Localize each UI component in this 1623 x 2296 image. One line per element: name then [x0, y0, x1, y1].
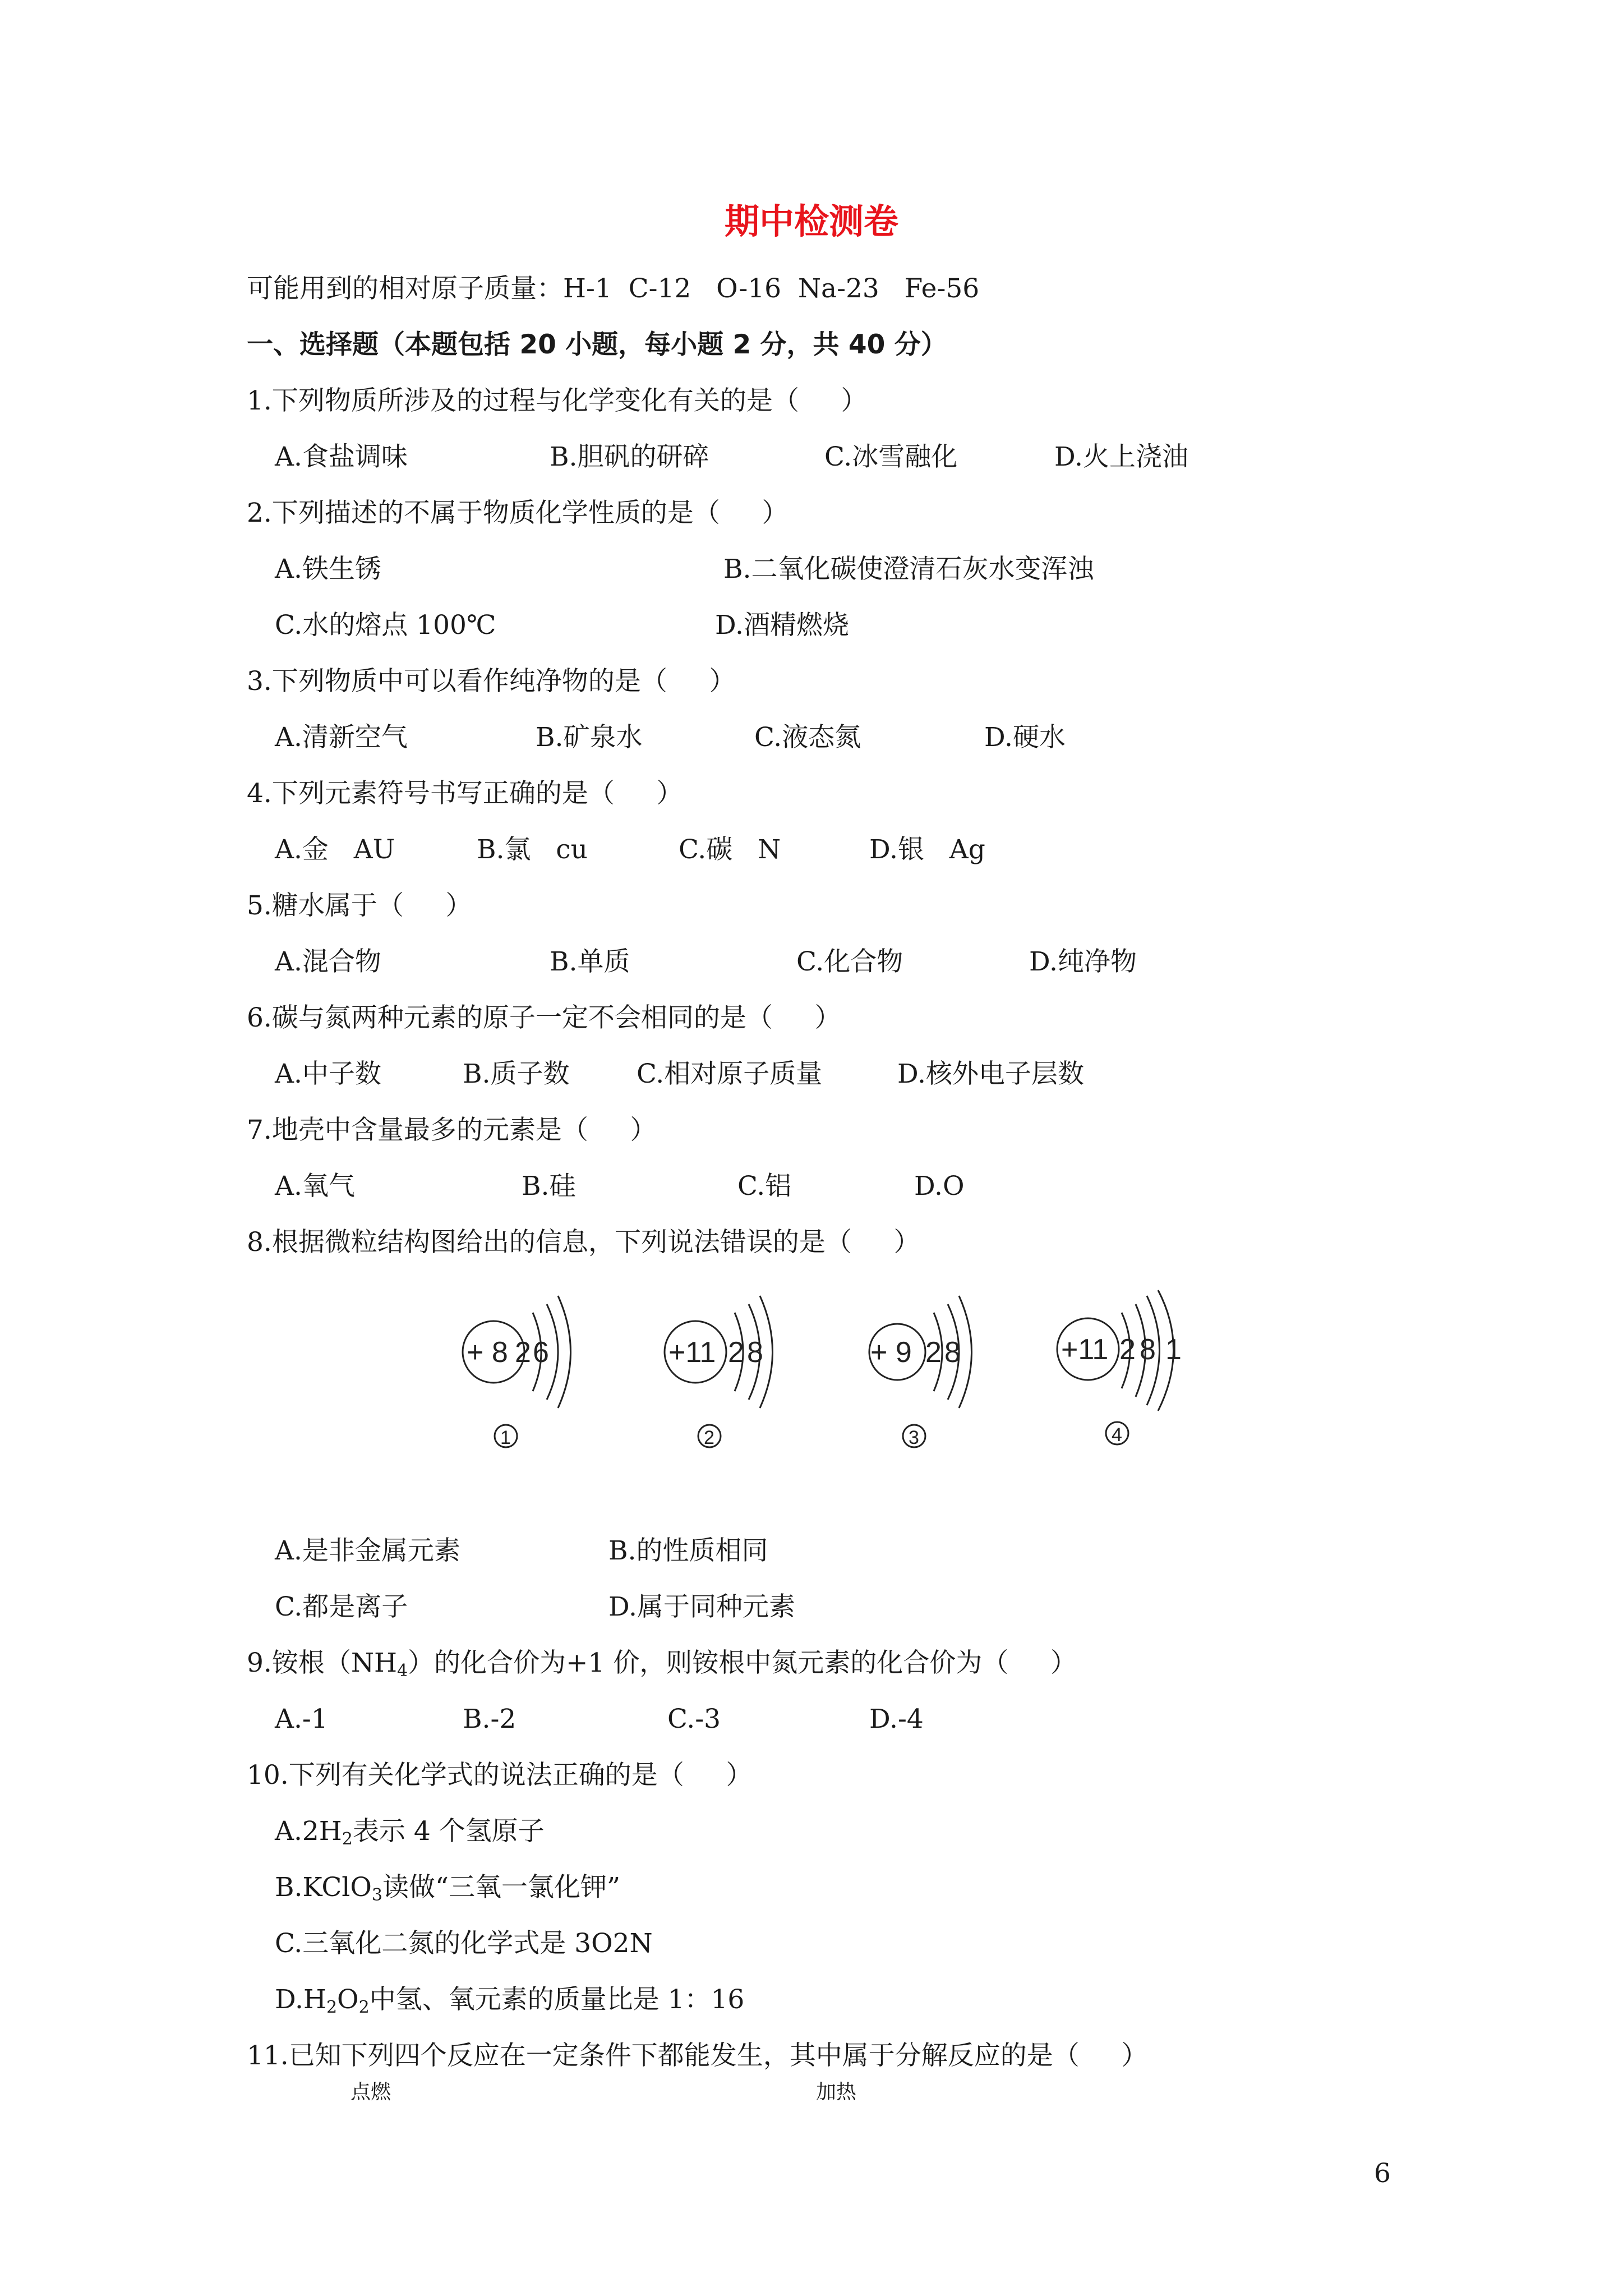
- question-10-stem: 10.下列有关化学式的说法正确的是（ ）: [247, 1760, 753, 1791]
- q8-option-d: D.属于同种元素: [608, 1591, 795, 1622]
- q1-option-a: A.食盐调味: [275, 441, 408, 472]
- question-4-stem: 4.下列元素符号书写正确的是（ ）: [247, 778, 683, 809]
- q1-option-d: D.火上浇油: [1054, 441, 1188, 472]
- question-7-stem: 7.地壳中含量最多的元素是（ ）: [247, 1115, 657, 1145]
- electron-shell-arc: [558, 1296, 571, 1408]
- reaction-condition-ignite: 点燃: [351, 2081, 391, 2104]
- q3-option-c: C.液态氮: [754, 722, 861, 753]
- q1-option-b: B.胆矾的研碎: [550, 441, 709, 472]
- atom-label: 4: [1112, 1424, 1122, 1446]
- nucleus-charge: +11: [668, 1336, 716, 1369]
- shell-electrons: 2: [515, 1336, 531, 1369]
- shell-electrons: 2: [1119, 1333, 1136, 1366]
- q7-option-d: D.O: [914, 1171, 965, 1202]
- atom-label: 1: [500, 1427, 511, 1448]
- q9-option-a: A.-1: [275, 1704, 328, 1734]
- q10-option-a: $A.2H_2$表示 4 个氢原子: [275, 1816, 545, 1849]
- q8-option-c: C.都是离子: [275, 1591, 408, 1622]
- question-3-stem: 3.下列物质中可以看作纯净物的是（ ）: [247, 666, 736, 697]
- question-11-stem: 11.已知下列四个反应在一定条件下都能发生，其中属于分解反应的是（ ）: [247, 2040, 1148, 2071]
- q5-option-b: B.单质: [550, 946, 630, 977]
- atom-label: 2: [704, 1427, 714, 1448]
- q4-option-d: D.银 Ag: [869, 834, 985, 865]
- atom-structure-2: [665, 1296, 773, 1448]
- shell-electrons: 2: [728, 1336, 744, 1369]
- q4-option-a: A.金 AU: [275, 834, 395, 865]
- q7-option-a: A.氧气: [275, 1171, 355, 1202]
- shell-electrons: 1: [1165, 1333, 1182, 1366]
- q4-option-c: C.碳 N: [679, 834, 781, 865]
- page-number: 6: [1374, 2158, 1391, 2189]
- shell-electrons: 8: [747, 1336, 763, 1369]
- shell-electrons: 8: [944, 1336, 961, 1369]
- q1-option-c: C.冰雪融化: [824, 441, 958, 472]
- q5-option-d: D.纯净物: [1029, 946, 1137, 977]
- q3-option-a: A.清新空气: [275, 722, 408, 753]
- shell-electrons: 8: [1140, 1333, 1156, 1366]
- q9-option-b: B.-2: [463, 1704, 517, 1734]
- q3-option-b: B.矿泉水: [536, 722, 643, 753]
- question-6-stem: 6.碳与氮两种元素的原子一定不会相同的是（ ）: [247, 1002, 841, 1033]
- shell-electrons: 6: [533, 1336, 549, 1369]
- q4-option-b: B.氯 cu: [477, 834, 588, 865]
- q2-option-a: A.铁生锈: [275, 554, 381, 585]
- q10-option-d: $D.H_2O_2$中氢、氧元素的质量比是 1：16: [275, 1984, 745, 2017]
- nucleus-charge: + 8: [467, 1336, 508, 1369]
- q10-option-b: B.KClO$_3$读做“三氧一氯化钾”: [275, 1872, 621, 1905]
- atom-structure-4: [1057, 1290, 1182, 1446]
- atom-label: 3: [909, 1427, 919, 1448]
- q9-option-d: D.-4: [869, 1704, 924, 1734]
- atom-structure-1: [463, 1296, 571, 1448]
- q6-option-a: A.中子数: [275, 1059, 381, 1089]
- atom-structure-3: [869, 1296, 972, 1448]
- question-2-stem: 2.下列描述的不属于物质化学性质的是（ ）: [247, 498, 789, 528]
- section-heading: 一、选择题（本题包括 20 小题，每小题 2 分，共 40 分）: [247, 329, 947, 360]
- question-1-stem: 1.下列物质所涉及的过程与化学变化有关的是（ ）: [247, 385, 868, 416]
- q10-option-c: C.三氧化二氮的化学式是 3O2N: [275, 1928, 653, 1959]
- page-title: 期中检测卷: [724, 201, 898, 242]
- q3-option-d: D.硬水: [984, 722, 1066, 753]
- q8-option-b: B.的性质相同: [608, 1535, 768, 1566]
- question-8-stem: 8.根据微粒结构图给出的信息，下列说法错误的是（ ）: [247, 1227, 920, 1258]
- nucleus-charge: + 9: [870, 1336, 912, 1369]
- shell-electrons: 2: [925, 1336, 942, 1369]
- electron-shell-arc: [959, 1296, 972, 1408]
- reaction-condition-heat: 加热: [816, 2081, 857, 2104]
- q2-option-b: B.二氧化碳使澄清石灰水变浑浊: [723, 554, 1094, 585]
- relative-atomic-masses: 可能用到的相对原子质量：H-1 C-12 O-16 Na-23 Fe-56: [247, 273, 980, 304]
- q5-option-a: A.混合物: [275, 946, 381, 977]
- q2-option-c: C.水的熔点 100℃: [275, 610, 496, 641]
- q7-option-c: C.铝: [737, 1171, 792, 1202]
- q2-option-d: D.酒精燃烧: [715, 610, 849, 641]
- question-5-stem: 5.糖水属于（ ）: [247, 890, 472, 921]
- q8-option-a: A.是非金属元素: [275, 1535, 460, 1566]
- q5-option-c: C.化合物: [796, 946, 903, 977]
- q6-option-d: D.核外电子层数: [897, 1059, 1084, 1089]
- nucleus-charge: +11: [1061, 1333, 1109, 1366]
- q6-option-c: C.相对原子质量: [637, 1059, 823, 1089]
- q9-option-c: C.-3: [667, 1704, 721, 1734]
- q6-option-b: B.质子数: [463, 1059, 570, 1089]
- question-9-stem: 9.铵根$(NH_4)$的化合价为+1 价，则铵根中氮元素的化合价为（ ）: [247, 1648, 1077, 1681]
- q7-option-b: B.硅: [522, 1171, 576, 1202]
- atomic-structure-diagram: [449, 1279, 1195, 1470]
